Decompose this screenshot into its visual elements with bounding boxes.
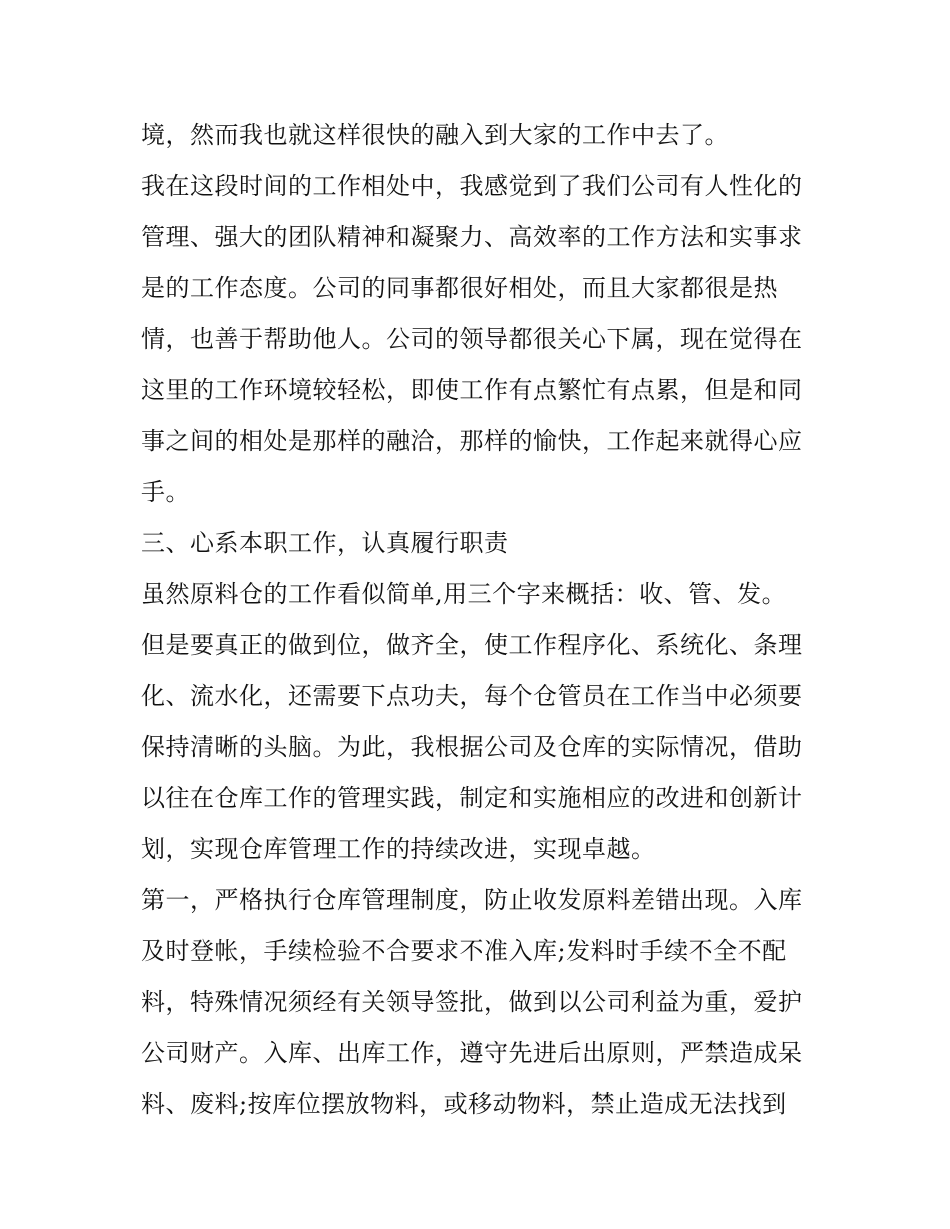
text-line: 我在这段时间的工作相处中，我感觉到了我们公司有人性化的: [141, 172, 803, 200]
text-line: 及时登帐，手续检验不合要求不准入库;发料时手续不全不配: [141, 937, 787, 965]
text-line: 但是要真正的做到位，做齐全，使工作程序化、系统化、条理: [141, 631, 803, 659]
text-line: 管理、强大的团队精神和凝聚力、高效率的工作方法和实事求: [141, 223, 803, 251]
text-line: 化、流水化，还需要下点功夫，每个仓管员在工作当中必须要: [141, 682, 803, 710]
text-line: 料、废料;按库位摆放物料，或移动物料，禁止造成无法找到: [141, 1090, 787, 1118]
text-line: 保持清晰的头脑。为此，我根据公司及仓库的实际情况，借助: [141, 733, 803, 761]
text-line: 料，特殊情况须经有关领导签批，做到以公司利益为重，爱护: [141, 988, 803, 1016]
text-line: 公司财产。入库、出库工作，遵守先进后出原则，严禁造成呆: [141, 1039, 803, 1067]
body-text: [141, 110, 821, 1130]
text-line: 境，然而我也就这样很快的融入到大家的工作中去了。: [141, 121, 729, 149]
text-line: 手。: [141, 478, 190, 506]
text-line: 以往在仓库工作的管理实践，制定和实施相应的改进和创新计: [141, 784, 803, 812]
text-line: 事之间的相处是那样的融洽，那样的愉快，工作起来就得心应: [141, 427, 803, 455]
text-line: 第一，严格执行仓库管理制度，防止收发原料差错出现。入库: [141, 886, 803, 914]
text-line: 虽然原料仓的工作看似简单,用三个字来概括：收、管、发。: [141, 580, 787, 608]
text-line: 划，实现仓库管理工作的持续改进，实现卓越。: [141, 835, 656, 863]
text-line: 情，也善于帮助他人。公司的领导都很关心下属，现在觉得在: [141, 325, 803, 353]
text-line: 这里的工作环境较轻松，即使工作有点繁忙有点累，但是和同: [141, 376, 803, 404]
section-heading: 三、心系本职工作，认真履行职责: [141, 529, 509, 557]
text-line: 是的工作态度。公司的同事都很好相处，而且大家都很是热: [141, 274, 778, 302]
